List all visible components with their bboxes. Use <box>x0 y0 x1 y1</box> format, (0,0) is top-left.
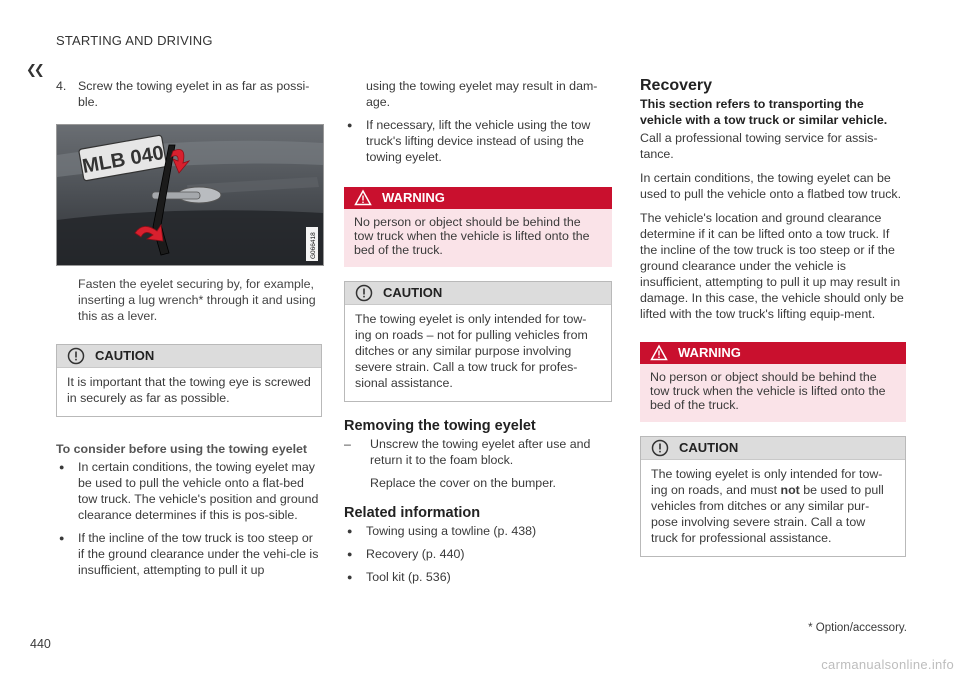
license-plate-text: MLB 040 <box>80 141 166 178</box>
caution-text: It is important that the towing eye is screwed in securely as far as possible. <box>67 375 311 405</box>
fasten-instruction: Fasten the eyelet securing by, for example, inserting a lug wrench* through it and using this as a lever. <box>78 277 316 323</box>
column-left <box>56 78 322 578</box>
paragraph: The vehicle's location and ground clearance determine if it can be lifted onto a tow truck. If the incline of the tow truck is too steep or if the ground clearance under the vehicle is insufficient, attempting to pull it up may result in damage. In this case, the vehicle should only be lifted with the tow truck's lifting equip-ment. <box>640 211 904 321</box>
list-item <box>56 459 322 523</box>
warning-text: No person or object should be behind the tow truck when the vehicle is lifted onto the bed of the truck. <box>344 209 612 267</box>
caution-emphasis: not <box>780 483 800 497</box>
list-subtext: Replace the cover on the bumper. <box>370 476 556 490</box>
related-link-text[interactable]: Towing using a towline (p. 438) <box>366 524 537 538</box>
caution-header <box>57 345 321 368</box>
list-item <box>344 117 612 165</box>
related-link[interactable] <box>344 546 612 562</box>
double-chevron-left-icon[interactable]: ❮❮ <box>26 62 42 77</box>
paragraph: Call a professional towing service for assis-tance. <box>640 131 878 161</box>
dash-marker: – <box>344 437 351 451</box>
related-link-text[interactable]: Tool kit (p. 536) <box>366 570 451 584</box>
caution-header <box>345 282 611 305</box>
exclamation-circle-icon <box>651 439 669 457</box>
exclamation-circle-icon <box>67 347 85 365</box>
bumper-illustration <box>57 125 323 265</box>
caution-text-part: The towing eyelet is only intended for tow-ing on roads, and must <box>651 467 883 497</box>
exclamation-circle-icon <box>355 284 373 302</box>
step-4 <box>56 78 322 110</box>
paragraph: In certain conditions, the towing eyelet can be used to pull the vehicle onto a flatbed tow truck. <box>640 171 902 201</box>
bullet-icon: ● <box>347 526 353 536</box>
removing-heading: Removing the towing eyelet <box>344 418 536 434</box>
warning-box <box>640 342 906 422</box>
warning-title: WARNING <box>678 345 741 360</box>
bullet-text: If necessary, lift the vehicle using the tow truck's lifting device instead of using the towing eyelet. <box>366 118 591 164</box>
list-item <box>56 530 322 578</box>
bullet-text: If the incline of the tow truck is too steep or if the ground clearance under the vehi-cle is insufficient, attempting to pull it up <box>78 531 319 577</box>
caution-title: CAUTION <box>383 285 443 300</box>
caution-title: CAUTION <box>95 348 155 363</box>
caution-box <box>344 281 612 402</box>
caution-text <box>641 460 905 556</box>
footnote: * Option/accessory. <box>808 622 907 634</box>
step-number: 4. <box>56 79 67 93</box>
column-right <box>640 78 906 557</box>
bullet-icon: ● <box>347 549 353 559</box>
warning-box <box>344 187 612 267</box>
warning-header <box>640 342 906 364</box>
warning-header <box>344 187 612 209</box>
related-link-text[interactable]: Recovery (p. 440) <box>366 547 465 561</box>
page-title: Recovery <box>640 77 713 94</box>
caution-box <box>56 344 322 417</box>
bullet-icon: ● <box>59 462 65 472</box>
bullet-icon: ● <box>347 120 353 130</box>
bullet-icon: ● <box>59 533 65 543</box>
column-middle <box>344 78 612 585</box>
step-text: Screw the towing eyelet in as far as possi-ble. <box>78 79 310 109</box>
towing-eyelet-illustration <box>56 124 324 266</box>
list-text: Unscrew the towing eyelet after use and return it to the foam block. <box>370 437 591 467</box>
caution-box <box>640 436 906 557</box>
caution-header <box>641 437 905 460</box>
page-number: 440 <box>30 637 51 651</box>
watermark: carmanualsonline.info <box>821 657 954 672</box>
warning-title: WARNING <box>382 190 445 205</box>
section-header: STARTING AND DRIVING <box>56 33 213 48</box>
caution-title: CAUTION <box>679 440 739 455</box>
related-link[interactable] <box>344 523 612 539</box>
bullet-text: In certain conditions, the towing eyelet may be used to pull the vehicle onto a flat-bed tow truck. The vehicle's position and ground clearance determines if this is pos-sible. <box>78 460 319 522</box>
bullet-icon: ● <box>347 572 353 582</box>
caution-text-part: be used to pull vehicles from ditches or any similar pur-pose involving severe strain. Call a tow truck for professional assistance. <box>651 483 884 545</box>
list-item <box>344 436 612 491</box>
recovery-subtitle: This section refers to transporting the vehicle with a tow truck or similar vehicle. <box>640 97 888 127</box>
consider-heading: To consider before using the towing eyelet <box>56 442 308 456</box>
figure-code: G066418 <box>310 232 317 259</box>
warning-triangle-icon <box>650 344 668 362</box>
bullet-continuation: using the towing eyelet may result in dam-age. <box>366 79 598 109</box>
warning-triangle-icon <box>354 189 372 207</box>
caution-text: The towing eyelet is only intended for tow-ing on roads – not for pulling vehicles from ditches or any similar purpose involving severe strain. Call a tow truck for profes-sional assistance. <box>355 312 588 390</box>
related-heading: Related information <box>344 505 481 521</box>
warning-text: No person or object should be behind the tow truck when the vehicle is lifted onto the bed of the truck. <box>640 364 906 422</box>
related-link[interactable] <box>344 569 612 585</box>
